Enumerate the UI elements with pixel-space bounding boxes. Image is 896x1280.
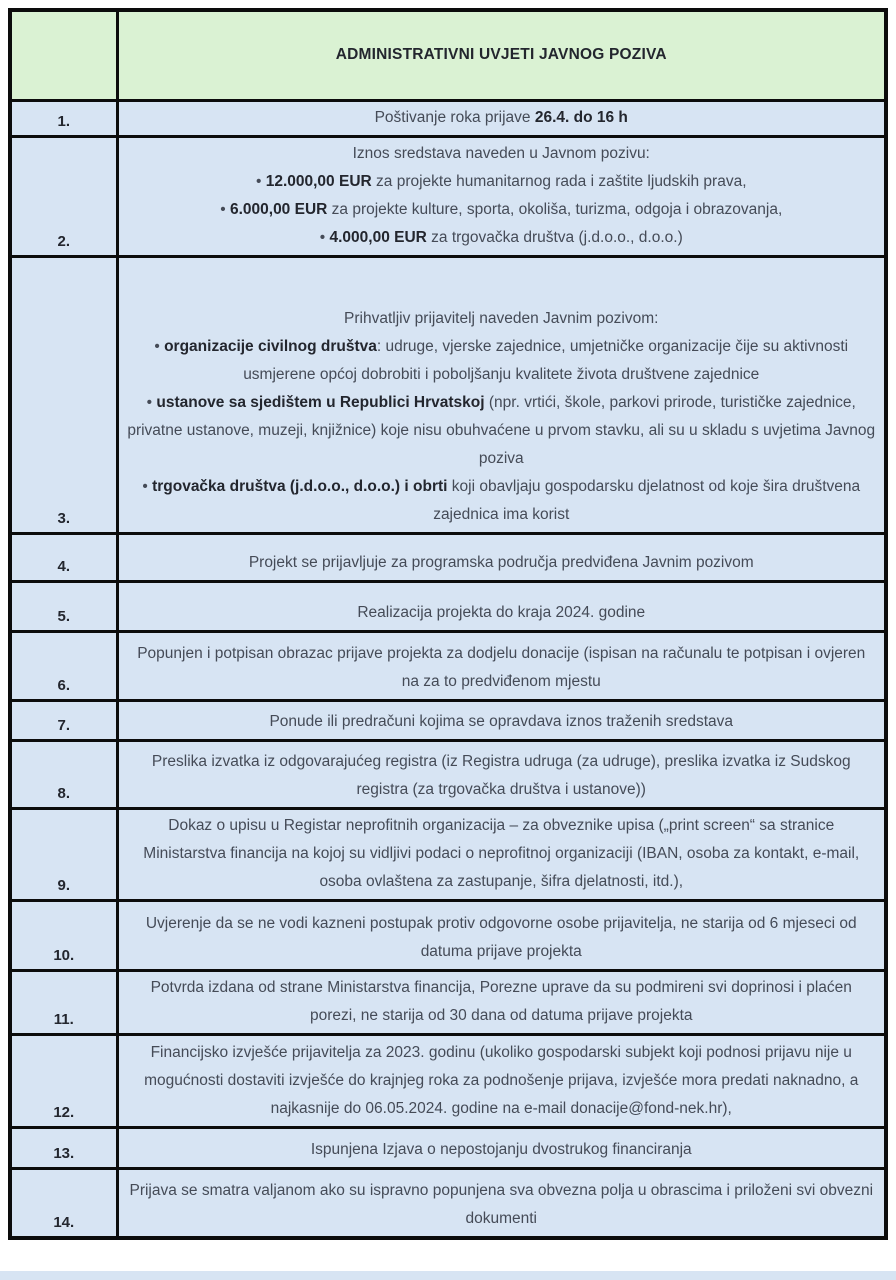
row-text-bold: 6.000,00 EUR (229, 200, 328, 218)
header-empty-cell (10, 10, 117, 100)
row-content-cell (117, 581, 886, 631)
row-text: Uvjerenje da se ne vodi kazneni postupak protiv odgovorne osobe prijavitelja, ne starija od 6 mjeseci od datuma prijave projekta (145, 914, 857, 960)
row-number-cell: 8. (10, 740, 117, 808)
row-text-bold: ustanove sa sjedištem u Republici Hrvatskoj (156, 393, 485, 411)
row-number-cell: 2. (10, 136, 117, 256)
row-text-line (127, 599, 877, 627)
row-text-bold: 4.000,00 EUR (329, 228, 427, 246)
row-text: • (220, 200, 230, 218)
row-text-line (127, 748, 877, 804)
row-content-cell (117, 970, 886, 1034)
row-text-line (127, 224, 877, 252)
row-text: Ispunjena Izjava o nepostojanju dvostrukog financiranja (310, 1140, 692, 1158)
row-text: Preslika izvatka iz odgovarajućeg registra (iz Registra udruga (za udruge), preslika izvatka iz Sudskog registra (za trgovačka društva i ustanove)) (151, 752, 851, 798)
row-content-cell (117, 631, 886, 700)
next-row-partial (0, 1271, 896, 1280)
row-number-cell: 14. (10, 1168, 117, 1238)
row-content-cell (117, 256, 886, 533)
row-text: : udruge, vjerske zajednice, umjetničke organizacije čije su aktivnosti usmjerene općoj dobrobiti i poboljšanju kvalitete života društvene zajednice (243, 337, 849, 383)
row-text: Ponude ili predračuni kojima se opravdava iznos traženih sredstava (269, 712, 734, 730)
table-row (10, 808, 886, 900)
row-text: • (142, 477, 153, 495)
table-title: ADMINISTRATIVNI UVJETI JAVNOG POZIVA (335, 45, 667, 63)
row-text-line (127, 333, 877, 389)
row-text: Projekt se prijavljuje za programska područja predviđena Javnim pozivom (248, 553, 754, 571)
row-text-line (127, 1039, 877, 1123)
row-content-cell (117, 740, 886, 808)
row-text-line (127, 473, 877, 529)
table-row (10, 1034, 886, 1127)
row-number-cell: 13. (10, 1127, 117, 1168)
table-row (10, 631, 886, 700)
row-content-cell (117, 1127, 886, 1168)
row-text-line (127, 104, 877, 132)
row-text: Prihvatljiv prijavitelj naveden Javnim pozivom: (344, 309, 659, 327)
row-text: • (255, 172, 266, 190)
row-text-line (127, 389, 877, 473)
row-content-cell (117, 1034, 886, 1127)
row-text-bold: 12.000,00 EUR (265, 172, 372, 190)
row-content-cell (117, 700, 886, 740)
row-text-line (127, 812, 877, 896)
row-number-cell: 10. (10, 900, 117, 970)
table-row (10, 581, 886, 631)
row-text: Potvrda izdana od strane Ministarstva financija, Porezne uprave da su podmireni svi doprinosi i plaćen porezi, ne starija od 30 dana od datuma prijave projekta (150, 978, 852, 1024)
row-text: za trgovačka društva (j.d.o.o., d.o.o.) (426, 228, 683, 246)
row-text-line (127, 974, 877, 1030)
row-text-bold: organizacije civilnog društva (164, 337, 377, 355)
table-row (10, 900, 886, 970)
row-content-cell (117, 1168, 886, 1238)
row-number-cell: 6. (10, 631, 117, 700)
row-text-bold: 26.4. do 16 h (534, 108, 628, 126)
row-text-line (127, 196, 877, 224)
row-text-line (127, 140, 877, 168)
row-text: koji obavljaju gospodarsku djelatnost od koje šira društvena zajednica ima korist (433, 477, 861, 523)
row-text-line (127, 305, 877, 333)
row-number-cell: 7. (10, 700, 117, 740)
row-text-line (127, 1136, 877, 1164)
table-body (10, 10, 886, 1238)
table-row (10, 970, 886, 1034)
row-text-line (127, 708, 877, 736)
row-number-cell: 9. (10, 808, 117, 900)
row-text-line (127, 168, 877, 196)
row-number-cell: 11. (10, 970, 117, 1034)
table-row (10, 136, 886, 256)
row-content-cell (117, 900, 886, 970)
table-row (10, 1127, 886, 1168)
row-content-cell (117, 136, 886, 256)
row-number-cell: 3. (10, 256, 117, 533)
row-number-cell: 4. (10, 533, 117, 581)
row-text: Realizacija projekta do kraja 2024. godine (357, 603, 646, 621)
row-number-cell: 5. (10, 581, 117, 631)
row-text: za projekte kulture, sporta, okoliša, turizma, odgoja i obrazovanja, (327, 200, 783, 218)
table-row (10, 740, 886, 808)
table-row (10, 533, 886, 581)
row-text: Prijava se smatra valjanom ako su ispravno popunjena sva obvezna polja u obrascima i priloženi svi obvezni dokumenti (129, 1182, 874, 1227)
table-row (10, 256, 886, 533)
row-number-cell: 1. (10, 100, 117, 136)
row-text: • (146, 393, 157, 411)
row-text-line (127, 549, 877, 577)
row-text: Dokaz o upisu u Registar neprofitnih organizacija – za obveznike upisa („print screen“ sa stranice Ministarstva financija na kojoj su vidljivi podaci o neprofitnoj organizaciji (IBAN, osoba za kontakt, e-mail, osoba ovlaštena za zastupanje, šifra djelatnosti, itd.), (143, 816, 860, 890)
row-text: (npr. vrtići, škole, parkovi prirode, turističke zajednice, privatne ustanove, muzeji, knjižnice) koje nisu obuhvaćene u prvom stavku, ali su u skladu s uvjetima Javnog poziva (127, 393, 876, 467)
row-text: Iznos sredstava naveden u Javnom pozivu: (352, 144, 650, 162)
row-content-cell (117, 808, 886, 900)
admin-conditions-table (8, 8, 888, 1240)
row-text-line (127, 1177, 877, 1233)
table-row (10, 700, 886, 740)
row-number-cell: 12. (10, 1034, 117, 1127)
row-text: Popunjen i potpisan obrazac prijave projekta za dodjelu donacije (ispisan na računalu te potpisan i ovjeren na za to predviđenom mjestu (137, 644, 866, 690)
table-title-cell (117, 10, 886, 100)
row-text: za projekte humanitarnog rada i zaštite ljudskih prava, (371, 172, 747, 190)
row-text: • (319, 228, 330, 246)
row-text-line (127, 640, 877, 696)
table-row (10, 1168, 886, 1238)
row-text-bold: trgovačka društva (j.d.o.o., d.o.o.) i obrti (152, 477, 448, 495)
row-text-line (127, 910, 877, 966)
row-content-cell (117, 100, 886, 136)
row-text: • (154, 337, 165, 355)
row-content-cell (117, 533, 886, 581)
row-text: Financijsko izvješće prijavitelja za 2023. godinu (ukoliko gospodarski subjekt koji podnosi prijavu nije u mogućnosti dostaviti izvješće do krajnjeg roka za podnošenje prijava, izvješće mora predati naknadno, a najkasnije do 06.05.2024. godine na e-mail donacije@fond-nek.hr), (144, 1043, 859, 1117)
table-row (10, 100, 886, 136)
table-header-row (10, 10, 886, 100)
row-text: Poštivanje roka prijave (374, 108, 535, 126)
